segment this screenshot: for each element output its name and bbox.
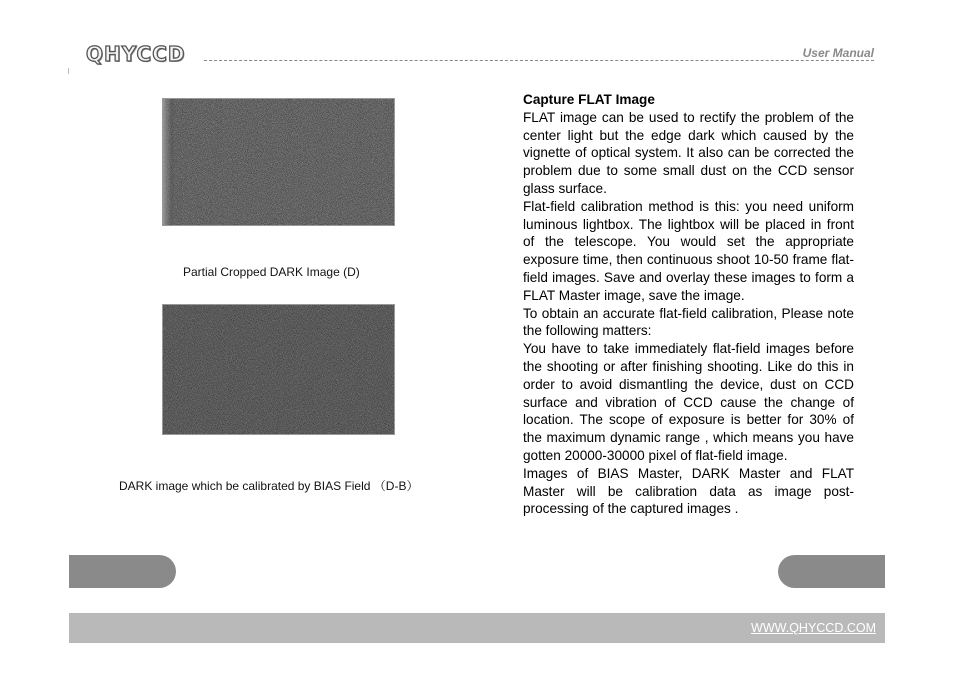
page-tab-left [69,555,176,588]
page-tab-right [778,555,885,588]
header-title: User Manual [802,46,874,60]
paragraph: You have to take immediately flat-field images before the shooting or after finishing shooting. Like do this in order to avoid dismantling the device, dust on CCD surface and vibration of CCD cause the change of location. The scope of exposure is better for 30% of the maximum dynamic range , which means you have gotten 20000-30000 pixel of flat-field image. [523,341,854,463]
paragraph: Images of BIAS Master, DARK Master and FLAT Master will be calibration data as image post-processing of the captured images . [523,465,854,517]
paragraph: To obtain an accurate flat-field calibration, Please note the following matters: [523,305,854,339]
margin-mark [68,68,69,74]
paragraph: FLAT image can be used to rectify the problem of the center light but the edge dark which caused by the vignette of optical system. It also can be corrected the problem due to some small dust on the CCD sensor glass surface. [523,109,854,196]
dark-minus-bias-image [162,304,395,435]
qhyccd-logo: QHYCCD [86,42,186,66]
article-body [523,91,854,518]
website-link[interactable]: WWW.QHYCCD.COM [751,621,876,635]
figure-caption-dark: Partial Cropped DARK Image (D) [183,265,360,279]
header-divider [204,60,874,61]
figure-caption-dark-bias: DARK image which be calibrated by BIAS Field （D-B） [119,479,419,493]
section-heading: Capture FLAT Image [523,92,655,107]
paragraph: Flat-field calibration method is this: you need uniform luminous lightbox. The lightbox will be placed in front of the telescope. You would set the appropriate exposure time, then continuous shoot 10-50 frame flat-field images. Save and overlay these images to form a FLAT Master image, save the image. [523,198,854,303]
dark-image-cropped [162,98,395,226]
footer-bar [69,613,885,643]
